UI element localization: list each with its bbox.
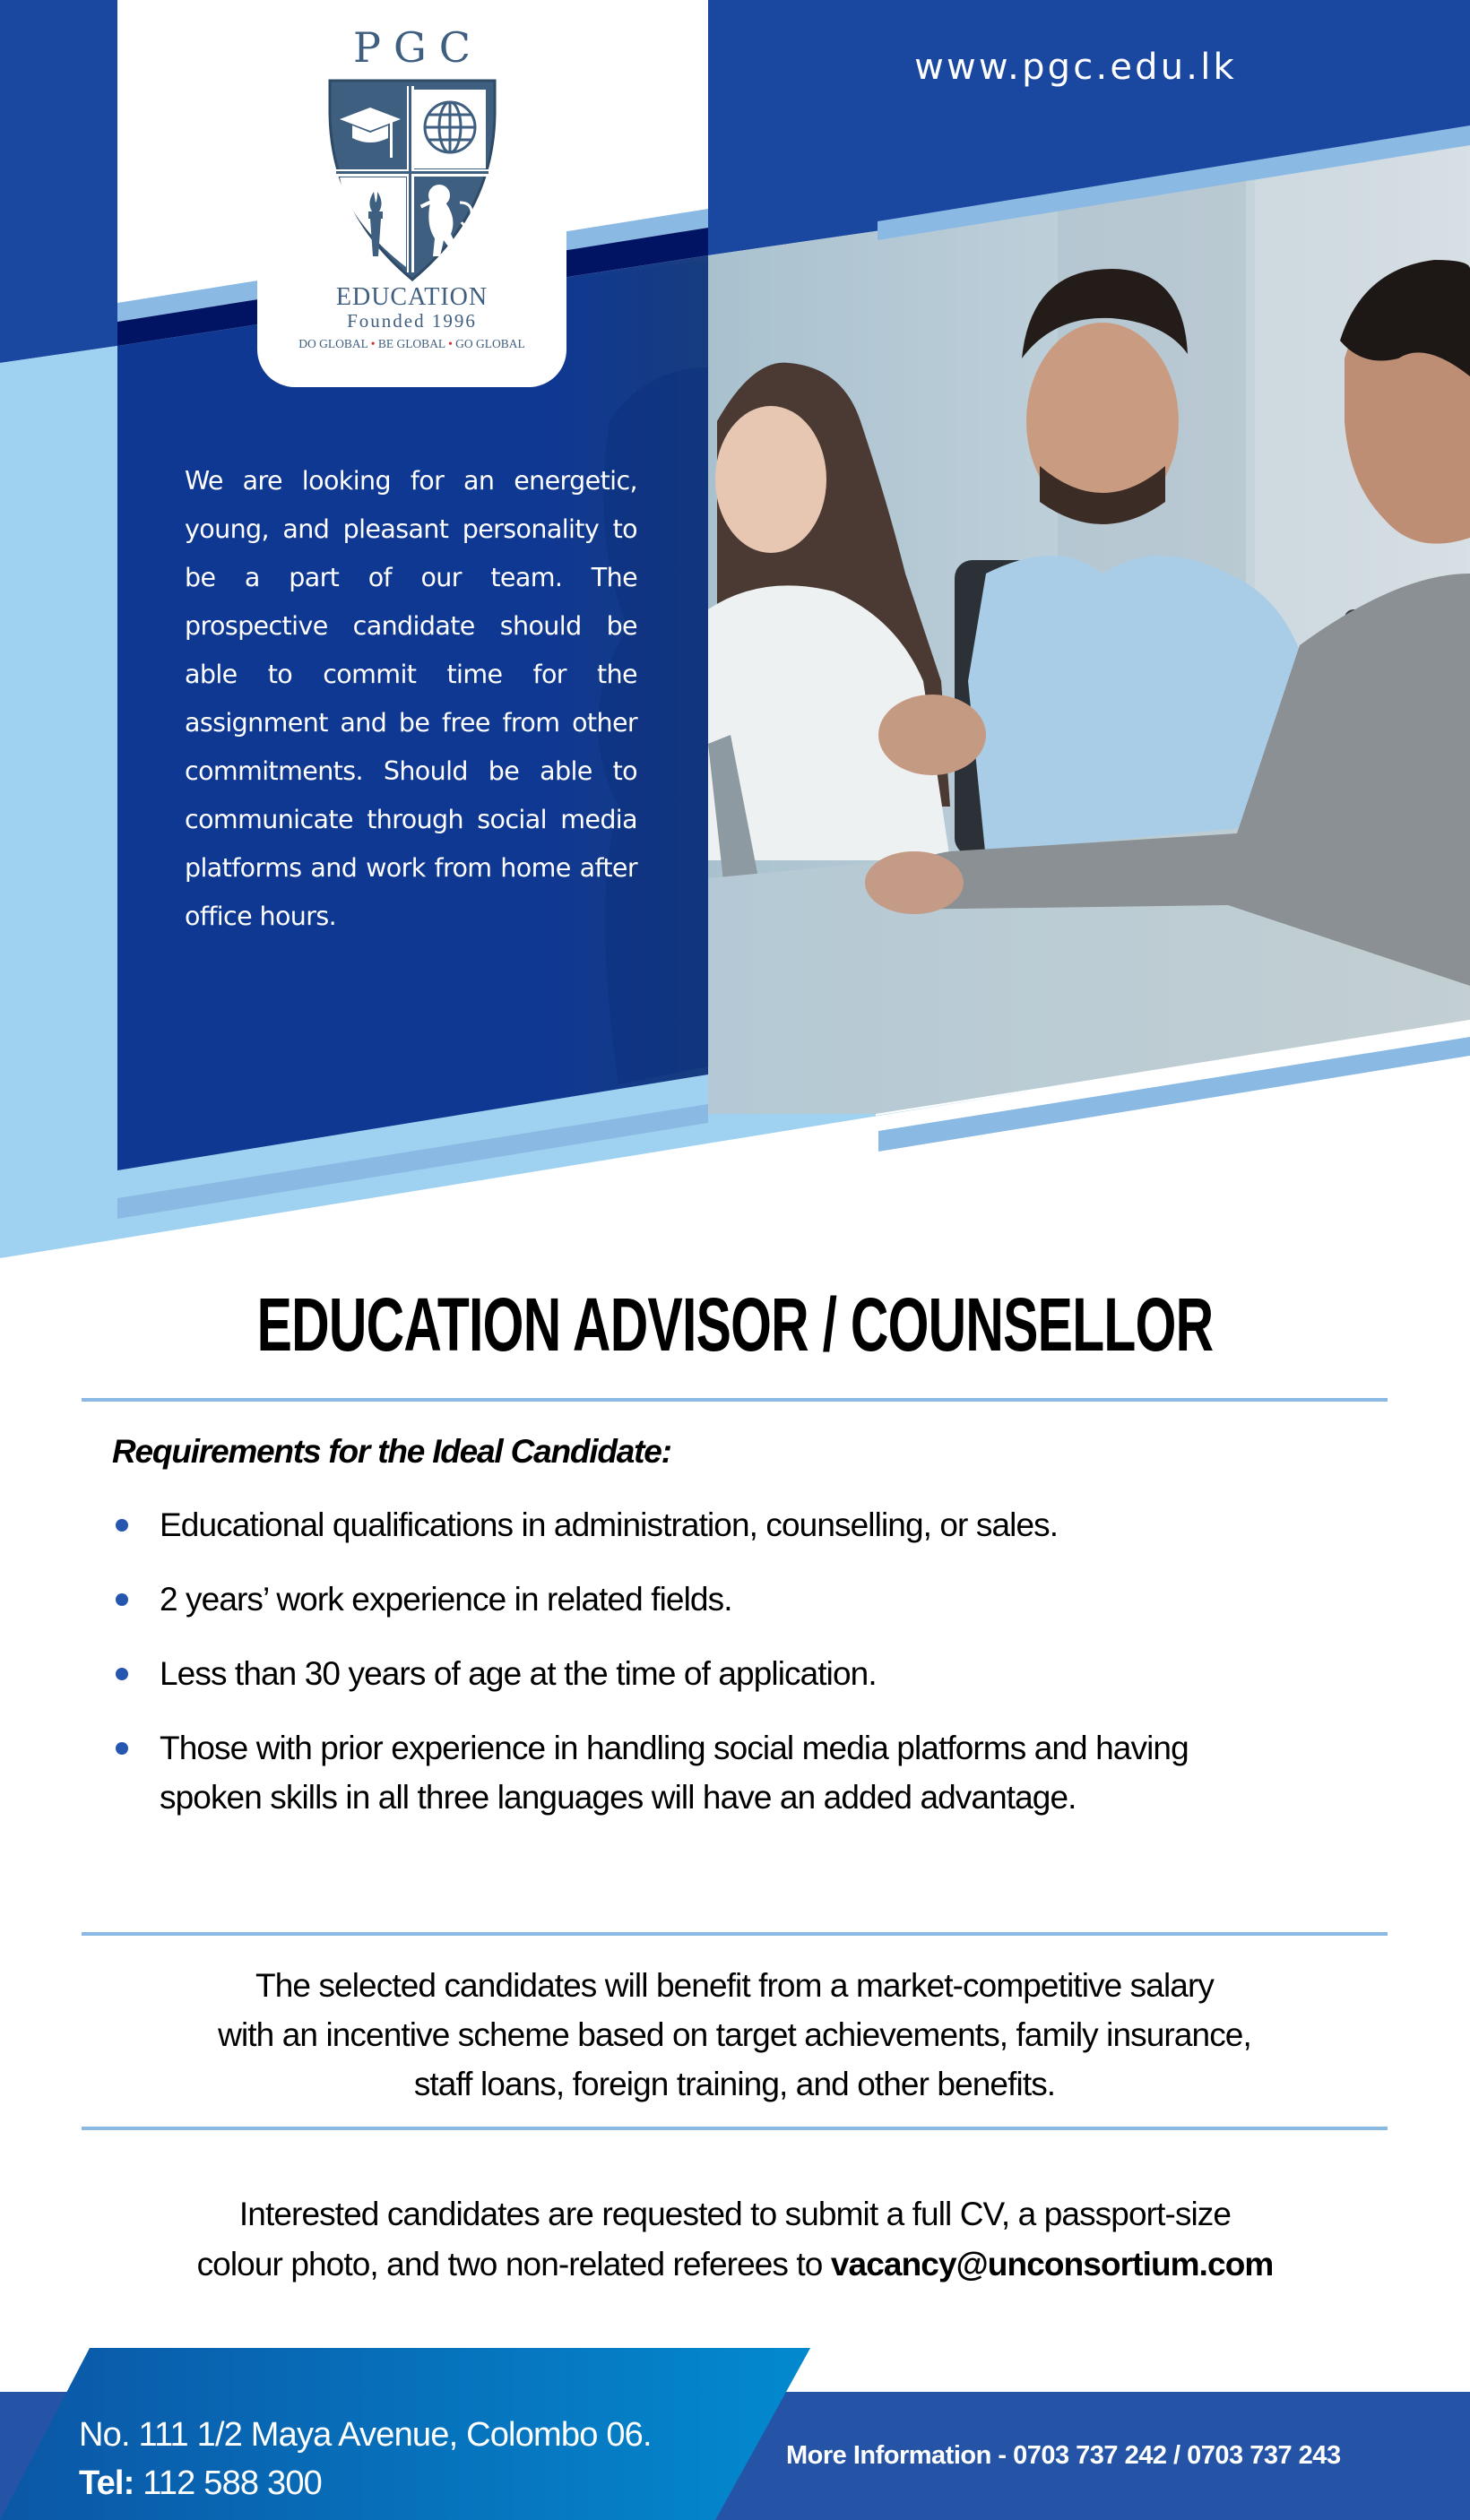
logo-tagline	[257, 338, 566, 350]
bullet-icon	[116, 1593, 128, 1606]
requirements-list	[112, 1500, 1367, 1847]
apply-line-text: colour photo, and two non-related referees to	[196, 2246, 831, 2283]
bullet-icon	[116, 1519, 128, 1532]
requirement-item	[112, 1649, 1367, 1698]
requirement-text: Less than 30 years of age at the time of application.	[160, 1655, 877, 1692]
requirement-text: Educational qualifications in administration, counselling, or sales.	[160, 1506, 1059, 1543]
divider	[82, 1932, 1388, 1936]
footer-address	[79, 2411, 652, 2507]
requirement-item	[112, 1723, 1280, 1822]
logo-shield-icon	[327, 77, 497, 281]
tel-value: 112 588 300	[134, 2464, 323, 2502]
tagline-part: BE GLOBAL	[377, 337, 445, 350]
tagline-separator: •	[370, 337, 376, 350]
tagline-part: GO GLOBAL	[455, 337, 525, 350]
application-instructions	[54, 2189, 1416, 2290]
logo-subtitle: EDUCATION	[335, 283, 489, 311]
logo-founded: Founded 1996	[347, 310, 477, 332]
job-title-container	[0, 1280, 1470, 1369]
website-url[interactable]: www.pgc.edu.lk	[914, 47, 1237, 88]
requirement-item	[112, 1575, 1367, 1624]
benefits-line: The selected candidates will benefit from a market-competitive salary	[255, 1967, 1214, 2004]
benefits-line: staff loans, foreign training, and other benefits.	[413, 2066, 1056, 2102]
email-link[interactable]: vacancy@unconsortium.com	[830, 2246, 1274, 2283]
requirement-text: Those with prior experience in handling social media platforms and having spoken skills in all three languages will have an added advantage.	[160, 1730, 1189, 1816]
bullet-icon	[116, 1668, 128, 1680]
tagline-separator: •	[448, 337, 453, 350]
divider	[82, 1398, 1388, 1402]
tagline-part: DO GLOBAL	[298, 337, 368, 350]
bullet-icon	[116, 1742, 128, 1755]
apply-line	[54, 2240, 1416, 2290]
benefits-line: with an incentive scheme based on target achievements, family insurance,	[218, 2016, 1251, 2053]
more-information-phones[interactable]: More Information - 0703 737 242 / 0703 737 243	[786, 2441, 1341, 2470]
hero-photo	[708, 143, 1470, 1120]
phone-line[interactable]	[79, 2459, 652, 2507]
intro-paragraph: We are looking for an energetic, young, and pleasant personality to be a part of our team. The prospective candidate should be able to commit time for the assignment and be free from other commitments. Should be able to communicate through social media platforms and work from home after office hours.	[185, 466, 637, 931]
globe-icon	[425, 102, 475, 152]
benefits-paragraph	[82, 1961, 1388, 2109]
divider	[82, 2127, 1388, 2130]
requirements-heading: Requirements for the Ideal Candidate:	[112, 1433, 671, 1470]
job-title: EDUCATION ADVISOR / COUNSELLOR	[256, 1282, 1214, 1367]
logo-wordmark: PGC	[353, 23, 483, 72]
apply-line: Interested candidates are requested to submit a full CV, a passport-size	[238, 2196, 1232, 2232]
requirement-item	[112, 1500, 1367, 1549]
requirement-text: 2 years’ work experience in related fields.	[160, 1581, 732, 1618]
address-text: No. 111 1/2 Maya Avenue, Colombo 06.	[79, 2416, 652, 2454]
tel-label: Tel:	[79, 2464, 134, 2502]
